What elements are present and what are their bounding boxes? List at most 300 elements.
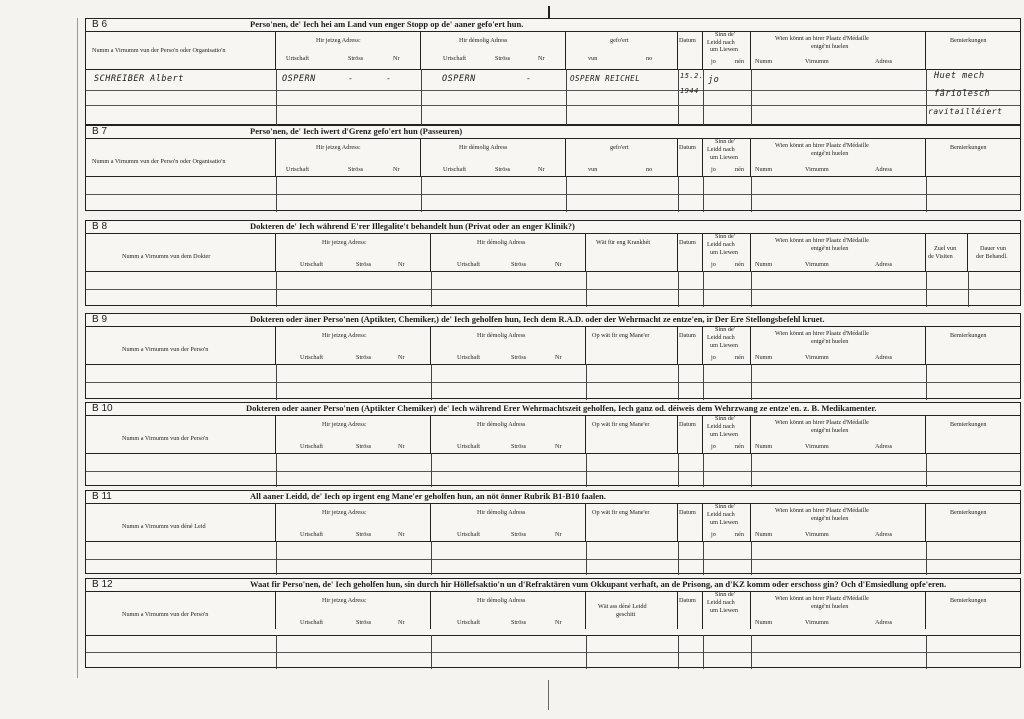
row-divider (86, 635, 1020, 636)
col-current-address-label: Hir jetzeg Adress: (316, 37, 361, 44)
col-medal-label-2: entgé'nt huelen (811, 515, 849, 522)
section-b11 (85, 490, 1021, 574)
col-split (586, 541, 587, 575)
sub-town: Urtschaft (300, 619, 324, 626)
col-current-address-label: Hir jetzeg Adress: (322, 597, 367, 604)
col-illness-label: Wät für eng Krankhét (596, 239, 651, 246)
col-current-address (276, 233, 431, 271)
col-split (703, 271, 704, 307)
col-split (926, 69, 927, 126)
col-date (678, 503, 703, 541)
sub-nr: Nr (398, 443, 405, 450)
col-split (751, 453, 752, 487)
col-remarks-label: Bemierkungen (950, 37, 987, 44)
col-visits (926, 233, 968, 271)
col-manoeuvre (586, 503, 678, 541)
col-alive (703, 233, 751, 271)
sub-street: Ströss (356, 261, 372, 268)
row-divider (86, 289, 1020, 290)
col-alive-label-1: Sinn de' (715, 326, 735, 333)
sub-nr: Nr (393, 55, 400, 62)
col-medal (751, 415, 926, 453)
sub-firstname: Virnumm (805, 531, 829, 538)
column-header-row (86, 591, 1020, 629)
sub-address: Adress (875, 261, 893, 268)
sub-firstname: Virnumm (805, 166, 829, 173)
sub-nr: Nr (398, 354, 405, 361)
col-split (926, 271, 927, 307)
col-name (86, 415, 276, 453)
sub-firstname: Virnumm (805, 58, 829, 65)
col-medal (751, 326, 926, 364)
row-divider (86, 69, 1020, 70)
col-split (276, 271, 277, 307)
col-split (968, 271, 969, 307)
col-medal (751, 31, 926, 69)
section-title: Perso'nen, de' Iech hei am Land vun enger Stopp op de' aaner gefo'ert hun. (250, 19, 524, 29)
sub-from: vun (588, 166, 598, 173)
section-code: B 10 (92, 403, 113, 414)
col-current-address (276, 503, 431, 541)
column-header-row (86, 138, 1020, 176)
col-medal-label-1: Wien könnt an hirer Plaatz d'Médaille (775, 330, 869, 337)
col-remarks-label: Bemierkungen (950, 332, 987, 339)
sub-street: Ströss (511, 531, 527, 538)
col-former-address (421, 31, 566, 69)
col-remarks-label: Bemierkungen (950, 421, 987, 428)
row-divider (86, 176, 1020, 177)
col-split (751, 69, 752, 126)
col-split (926, 176, 927, 212)
row-divider (86, 471, 1020, 472)
col-victims-label-2: geschitt (616, 611, 636, 618)
row-divider (86, 382, 1020, 383)
row-divider (86, 194, 1020, 195)
sub-to: no (646, 55, 653, 62)
sub-street: Ströss (356, 619, 372, 626)
col-date-label: Datum (679, 332, 696, 339)
sub-address: Adress (875, 619, 893, 626)
col-date-label: Datum (679, 421, 696, 428)
col-split (678, 69, 679, 126)
sub-nr: Nr (555, 619, 562, 626)
entry-remarks-3: ravitailléiert (928, 107, 1003, 116)
sub-surname: Numm (755, 354, 773, 361)
col-name (86, 138, 276, 176)
section-b7 (85, 125, 1021, 211)
entry-current-street: - (348, 74, 354, 84)
sub-no: nén (735, 261, 744, 268)
col-manoeuvre-label: Op wät fir eng Mane'er (592, 509, 650, 516)
col-medal-label-2: entgé'nt huelen (811, 427, 849, 434)
sub-yes: jo (711, 443, 716, 450)
section-title: Dokteren oder äner Perso'nen (Aptikter, Chemiker,) de' Iech geholfen hun, Iech dem R.A.D. oder der Wehrmacht ze entze'en, ir Der Ere Stellongsbefehl kruet. (250, 314, 825, 324)
col-alive (703, 503, 751, 541)
sub-town: Urtschaft (457, 354, 481, 361)
sub-street: Ströss (348, 166, 364, 173)
col-split (276, 541, 277, 575)
sub-town: Urtschaft (300, 531, 324, 538)
col-medal-label-1: Wien könnt an hirer Plaatz d'Médaille (775, 595, 869, 602)
col-alive (703, 591, 751, 629)
col-alive-label-1: Sinn de' (715, 591, 735, 598)
sub-nr: Nr (398, 261, 405, 268)
col-name-label: Numm a Virnumm vun der Perso'n (122, 611, 209, 618)
col-former-address-label: Hir démolig Adress (459, 37, 508, 44)
col-date (678, 415, 703, 453)
col-alive-label-2: Leidd nach (707, 334, 735, 341)
sub-surname: Numm (755, 166, 773, 173)
col-fled (566, 138, 678, 176)
col-alive-label-1: Sinn de' (715, 138, 735, 145)
sub-no: nén (735, 166, 744, 173)
col-split (276, 635, 277, 669)
col-alive-label-2: Leidd nach (707, 39, 735, 46)
sub-town: Urtschaft (300, 261, 324, 268)
col-remarks (926, 326, 1022, 364)
row-divider (86, 364, 1020, 365)
col-remarks-label: Bemierkungen (950, 509, 987, 516)
column-header-row (86, 233, 1020, 271)
col-split (751, 364, 752, 400)
sub-surname: Numm (755, 443, 773, 450)
col-split (678, 541, 679, 575)
row-divider (86, 271, 1020, 272)
section-title: Dokteren oder aaner Perso'nen (Aptikter Chemiker) de' Iech während Erer Wehrmachtszeit geholfen, Iech ganz od. déiweis dem Wehrzwang ze entze'en. z. B. Medikamenter. (246, 403, 877, 413)
entry-current-town: OSPERN (282, 74, 316, 84)
sub-street: Ströss (511, 619, 527, 626)
col-remarks (926, 503, 1022, 541)
entry-former-street: - (526, 74, 532, 84)
col-current-address-label: Hir jetzeg Adress: (322, 332, 367, 339)
sub-address: Adress (875, 531, 893, 538)
col-split (926, 453, 927, 487)
col-visits-label-1: Zuel vun (934, 245, 957, 252)
col-medal (751, 138, 926, 176)
col-medal-label-2: entgé'nt huelen (811, 43, 849, 50)
sub-nr: Nr (538, 55, 545, 62)
col-split (926, 364, 927, 400)
col-medal-label-2: entgé'nt huelen (811, 603, 849, 610)
sub-yes: jo (711, 354, 716, 361)
column-header-row (86, 503, 1020, 541)
sub-yes: jo (711, 261, 716, 268)
col-fled-label: gefo'ert (610, 37, 629, 44)
col-medal (751, 591, 926, 629)
col-remarks (926, 31, 1022, 69)
col-former-address (431, 591, 586, 629)
col-date-label: Datum (679, 144, 696, 151)
sub-surname: Numm (755, 58, 773, 65)
sub-address: Adress (875, 354, 893, 361)
col-name-label: Numm a Virnumm vun der Perso'n oder Organisatio'n (92, 47, 226, 54)
fold-mark-top (548, 6, 550, 18)
col-former-address-label: Hir démolig Adress (477, 597, 526, 604)
col-split (678, 176, 679, 212)
col-date-label: Datum (679, 37, 696, 44)
col-split (678, 271, 679, 307)
col-medal (751, 233, 926, 271)
col-alive (703, 326, 751, 364)
section-code: B 6 (92, 19, 108, 30)
col-split (566, 69, 567, 126)
sub-to: no (646, 166, 653, 173)
entry-former-town: OSPERN (442, 74, 476, 84)
col-split (751, 176, 752, 212)
section-b6 (85, 18, 1021, 125)
section-code: B 7 (92, 126, 108, 137)
sub-town: Urtschaft (443, 55, 467, 62)
col-alive-label-2: Leidd nach (707, 241, 735, 248)
col-fled (566, 31, 678, 69)
col-manoeuvre-label: Op wät fir eng Mane'er (592, 332, 650, 339)
col-split (703, 541, 704, 575)
col-alive-label-2: Leidd nach (707, 511, 735, 518)
section-title: Waat fir Perso'nen, de' Iech geholfen hun, sin durch hir Höllefsaktio'n un d'Refraktären vum Okkupant verhaft, an de Prisong, an d'KZ komm oder erschoss gin? Och d'Emsiedlung opfe'eren. (250, 579, 947, 589)
sub-nr: Nr (398, 531, 405, 538)
sub-town: Urtschaft (300, 354, 324, 361)
row-divider (86, 453, 1020, 454)
sub-no: nén (735, 354, 744, 361)
col-remarks (926, 138, 1022, 176)
entry-current-nr: - (386, 74, 392, 84)
col-alive-label-1: Sinn de' (715, 31, 735, 38)
sub-nr: Nr (555, 354, 562, 361)
sub-street: Ströss (348, 55, 364, 62)
col-remarks (926, 591, 1022, 629)
col-medal-label-1: Wien könnt an hirer Plaatz d'Médaille (775, 237, 869, 244)
section-code: B 11 (92, 491, 112, 502)
sub-nr: Nr (538, 166, 545, 173)
sub-street: Ströss (495, 55, 511, 62)
section-b12 (85, 578, 1021, 668)
sub-street: Ströss (495, 166, 511, 173)
col-manoeuvre-label: Op wät fir eng Mane'er (592, 421, 650, 428)
col-alive-label-3: um Liewen (710, 342, 739, 349)
col-date (678, 138, 703, 176)
col-duration-label-2: der Behandl. (976, 253, 1008, 260)
col-manoeuvre (586, 326, 678, 364)
col-current-address (276, 415, 431, 453)
sub-address: Adress (875, 166, 893, 173)
col-split (751, 541, 752, 575)
col-former-address (431, 415, 586, 453)
col-duration (968, 233, 1022, 271)
sub-town: Urtschaft (286, 166, 310, 173)
col-split (586, 453, 587, 487)
col-current-address-label: Hir jetzeg Adress: (322, 509, 367, 516)
sub-nr: Nr (555, 531, 562, 538)
col-manoeuvre (586, 415, 678, 453)
col-name (86, 503, 276, 541)
col-remarks (926, 415, 1022, 453)
row-divider (86, 541, 1020, 542)
col-name-label: Numm a Virnumm vun der Perso'n (122, 435, 209, 442)
col-alive-label-2: Leidd nach (707, 599, 735, 606)
col-medal (751, 503, 926, 541)
column-header-row (86, 326, 1020, 364)
entry-date-year: 1944 (680, 87, 699, 95)
sub-address: Adress (875, 58, 893, 65)
col-split (421, 69, 422, 126)
col-alive (703, 138, 751, 176)
col-alive (703, 415, 751, 453)
sub-yes: jo (711, 531, 716, 538)
col-current-address-label: Hir jetzeg Adress: (316, 144, 361, 151)
section-code: B 12 (92, 579, 113, 590)
col-alive (703, 31, 751, 69)
col-duration-label-1: Dauer vun (980, 245, 1006, 252)
sub-town: Urtschaft (300, 443, 324, 450)
col-fled-label: gefo'ert (610, 144, 629, 151)
col-current-address (276, 326, 431, 364)
col-remarks-label: Bemierkungen (950, 144, 987, 151)
col-medal-label-2: entgé'nt huelen (811, 150, 849, 157)
sub-street: Ströss (356, 354, 372, 361)
section-b10 (85, 402, 1021, 486)
sub-town: Urtschaft (286, 55, 310, 62)
col-date-label: Datum (679, 597, 696, 604)
sub-yes: jo (711, 58, 716, 65)
col-former-address-label: Hir démolig Adress (477, 421, 526, 428)
col-former-address-label: Hir démolig Adress (477, 509, 526, 516)
section-b8 (85, 220, 1021, 306)
sub-no: nén (735, 58, 744, 65)
section-code: B 9 (92, 314, 108, 325)
sub-firstname: Virnumm (805, 354, 829, 361)
sub-surname: Numm (755, 261, 773, 268)
col-date (678, 326, 703, 364)
sub-address: Adress (875, 443, 893, 450)
sub-town: Urtschaft (443, 166, 467, 173)
col-victims (586, 591, 678, 629)
col-split (678, 364, 679, 400)
sub-surname: Numm (755, 619, 773, 626)
col-current-address (276, 31, 421, 69)
sub-street: Ströss (356, 443, 372, 450)
sub-nr: Nr (555, 261, 562, 268)
column-header-row (86, 31, 1020, 69)
col-name-label: Numm a Virnumm vun déné Leid (122, 523, 206, 530)
col-split (276, 69, 277, 126)
sub-town: Urtschaft (457, 443, 481, 450)
sub-street: Ströss (511, 443, 527, 450)
sub-street: Ströss (511, 354, 527, 361)
col-medal-label-1: Wien könnt an hirer Plaatz d'Médaille (775, 35, 869, 42)
col-date-label: Datum (679, 239, 696, 246)
col-alive-label-3: um Liewen (710, 249, 739, 256)
row-divider (86, 90, 1020, 91)
col-split (678, 453, 679, 487)
col-visits-label-2: de Visiten (928, 253, 953, 260)
col-split (678, 635, 679, 669)
sub-nr: Nr (393, 166, 400, 173)
col-alive-label-2: Leidd nach (707, 146, 735, 153)
col-illness (586, 233, 678, 271)
entry-name: SCHREIBER Albert (94, 74, 184, 84)
col-alive-label-3: um Liewen (710, 46, 739, 53)
col-alive-label-1: Sinn de' (715, 503, 735, 510)
col-current-address-label: Hir jetzeg Adress: (322, 421, 367, 428)
col-split (431, 635, 432, 669)
col-split (926, 541, 927, 575)
col-date (678, 591, 703, 629)
col-former-address (421, 138, 566, 176)
col-medal-label-2: entgé'nt huelen (811, 245, 849, 252)
col-split (926, 635, 927, 669)
col-split (703, 635, 704, 669)
col-former-address-label: Hir démolig Adress (477, 332, 526, 339)
col-split (751, 635, 752, 669)
col-current-address (276, 138, 421, 176)
col-former-address-label: Hir démolig Adress (459, 144, 508, 151)
entry-remarks-2: färiolesch (934, 89, 991, 99)
col-split (276, 176, 277, 212)
row-divider (86, 105, 1020, 106)
col-split (431, 453, 432, 487)
col-alive-label-3: um Liewen (710, 519, 739, 526)
left-margin-line (77, 18, 78, 678)
col-alive-label-1: Sinn de' (715, 233, 735, 240)
col-current-address (276, 591, 431, 629)
sub-firstname: Virnumm (805, 261, 829, 268)
section-title: Perso'nen, de' Iech iwert d'Grenz gefo'ert hun (Passeuren) (250, 126, 463, 136)
sub-street: Ströss (511, 261, 527, 268)
sub-nr: Nr (398, 619, 405, 626)
sub-surname: Numm (755, 531, 773, 538)
entry-alive: jo (708, 75, 720, 85)
col-split (586, 364, 587, 400)
col-name-label: Numm a Virnumm vun dem Dokter (122, 253, 211, 260)
col-victims-label-1: Wät ass déné Leidd (598, 603, 647, 610)
col-former-address-label: Hir démolig Adress (477, 239, 526, 246)
row-divider (86, 652, 1020, 653)
col-remarks-label: Bemierkungen (950, 597, 987, 604)
col-name (86, 326, 276, 364)
sub-yes: jo (711, 166, 716, 173)
col-date-label: Datum (679, 509, 696, 516)
col-alive-label-3: um Liewen (710, 154, 739, 161)
entry-date-day: 15.2. (680, 72, 704, 80)
sub-from: vun (588, 55, 598, 62)
col-date (678, 31, 703, 69)
col-split (703, 176, 704, 212)
col-former-address (431, 326, 586, 364)
col-name-label: Numm a Virnumm vun der Perso'n oder Organisatio'n (92, 158, 226, 165)
col-split (566, 176, 567, 212)
section-title: Dokteren de' Iech während E'rer Illegalite't behandelt hun (Privat oder an enger Klinik?) (250, 221, 575, 231)
fold-mark-bottom (548, 680, 549, 710)
section-title: All aaner Leidd, de' Iech op irgent eng Mane'er geholfen hun, an nöt önner Rubrik B1-B10 faalen. (250, 491, 606, 501)
col-medal-label-1: Wien könnt an hirer Plaatz d'Médaille (775, 142, 869, 149)
sub-firstname: Virnumm (805, 619, 829, 626)
col-alive-label-3: um Liewen (710, 607, 739, 614)
entry-fled-from: OSPERN REICHEL (570, 74, 641, 83)
section-b9 (85, 313, 1021, 399)
sub-town: Urtschaft (457, 531, 481, 538)
col-split (586, 271, 587, 307)
col-former-address (431, 503, 586, 541)
col-split (421, 176, 422, 212)
col-current-address-label: Hir jetzeg Adress: (322, 239, 367, 246)
col-medal-label-1: Wien könnt an hirer Plaatz d'Médaille (775, 419, 869, 426)
col-split (276, 453, 277, 487)
col-name (86, 233, 276, 271)
col-split (431, 271, 432, 307)
entry-remarks-1: Huet mech (934, 71, 985, 81)
col-former-address (431, 233, 586, 271)
sub-town: Urtschaft (457, 619, 481, 626)
